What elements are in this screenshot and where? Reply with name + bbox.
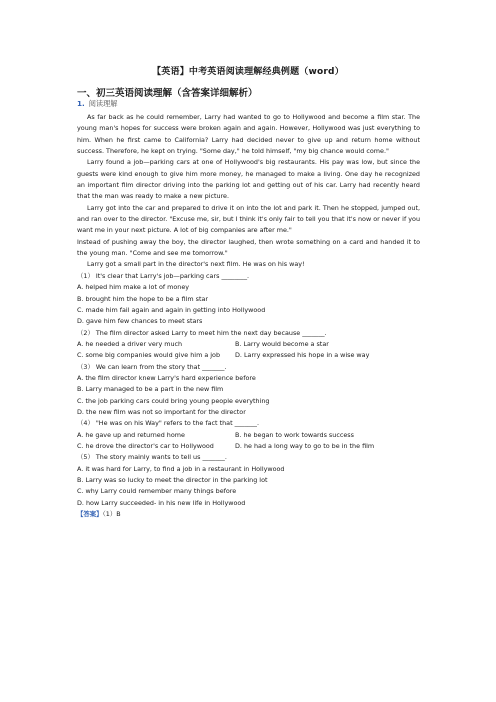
- option: D. he had a long way to go to be in the film: [235, 441, 375, 450]
- passage-paragraph: Larry found a job—parking cars at one of Hollywood's big restaurants. His pay was low, but since the guests were kind enough to give him more money, he managed to make a living. One day he recognized an important film director driving into the parking lot and getting out of his car. Larry had recently heard that the man was ready to make a new picture.: [77, 158, 420, 201]
- answer-label: 【答案】: [77, 510, 103, 519]
- question-text: We can learn from the story that _______.: [95, 362, 227, 371]
- option: D. Larry expressed his hope in a wise way: [235, 351, 370, 360]
- question-number: （2）: [77, 328, 94, 337]
- section-title: 一、初三英语阅读理解（含答案详细解析）: [77, 88, 258, 99]
- option: A. he gave up and returned home: [77, 430, 185, 439]
- question-stem: [77, 418, 420, 429]
- question-text: It's clear that Larry's job—parking cars ________.: [95, 271, 250, 280]
- option: C. the job parking cars could bring young people everything: [77, 396, 270, 405]
- question-text: The film director asked Larry to meet him the next day because _______.: [95, 328, 327, 337]
- option: D. how Larry succeeded- in his new life in Hollywood: [77, 498, 246, 507]
- subsection-label: 阅读理解: [88, 99, 118, 108]
- question-stem: [77, 362, 420, 373]
- option: C. some big companies would give him a job: [77, 351, 221, 360]
- question-text: "He was on his Way" refers to the fact that _______.: [95, 419, 260, 428]
- option-row: [77, 430, 420, 441]
- question-stem: [77, 271, 420, 282]
- question-text: The story mainly wants to tell us _______.: [95, 453, 227, 462]
- question-stem: [77, 452, 420, 463]
- option: D. the new film was not so important for the director: [77, 407, 246, 416]
- passage-paragraph: Larry got into the car and prepared to drive it on into the lot and park it. Then he stopped, jumped out, and ran over to the director. "Excuse me, sir, but I think it's only fair to tell you that it's now or never if you want me in your next picture. A lot of big companies are after me.": [77, 203, 420, 235]
- subsection-title: [77, 99, 118, 109]
- question-number: （1）: [77, 271, 94, 280]
- question-stem: [77, 328, 420, 339]
- passage-paragraph: Instead of pushing away the boy, the director laughed, then wrote something on a card and handed it to the young man. "Come and see me tomorrow.": [77, 237, 420, 258]
- question-number: （3）: [77, 362, 94, 371]
- option-row: [77, 350, 420, 361]
- option: A. the film director knew Larry's hard experience before: [77, 373, 256, 382]
- option: C. why Larry could remember many things before: [77, 487, 237, 496]
- question-4: [77, 418, 420, 452]
- option: C. made him fail again and again in getting into Hollywood: [77, 305, 266, 314]
- passage-paragraph: As far back as he could remember, Larry had wanted to go to Hollywood and become a film star. The young man's hopes for success were broken again and again. However, Hollywood was just everything to him. When he first came to California? Larry had decided never to give up and return home without success. Therefore, he kept on trying. "Some day," he told himself, "my big chance would come.": [77, 113, 420, 156]
- question-2: [77, 328, 420, 362]
- option-row: [77, 441, 420, 452]
- subsection-number: 1.: [77, 99, 85, 108]
- answer-line: [77, 509, 420, 520]
- option: B. Larry would become a star: [235, 339, 329, 348]
- option: B. brought him the hope to be a film star: [77, 294, 209, 303]
- question-5: [77, 452, 420, 509]
- option: A. helped him make a lot of money: [77, 283, 190, 292]
- answer-text: （1）B: [102, 510, 121, 519]
- question-1: [77, 271, 420, 328]
- option: A. it was hard for Larry, to find a job in a restaurant in Hollywood: [77, 464, 285, 473]
- option: B. he began to work towards success: [235, 430, 354, 439]
- question-number: （4）: [77, 419, 94, 428]
- option: C. he drove the director's car to Hollywood: [77, 441, 214, 450]
- option-row: [77, 339, 420, 350]
- passage-paragraph: Larry got a small part in the director's next film. He was on his way!: [87, 260, 305, 269]
- option: B. Larry was so lucky to meet the director in the parking lot: [77, 476, 268, 484]
- option: A. he needed a driver very much: [77, 339, 183, 348]
- question-3: [77, 362, 420, 419]
- question-number: （5）: [77, 453, 94, 462]
- option: D. gave him few chances to meet stars: [77, 317, 203, 326]
- option: B. Larry managed to be a part in the new film: [77, 385, 224, 394]
- reading-body: [77, 112, 420, 520]
- document-title: 【英语】中考英语阅读理解经典例题（word）: [152, 67, 344, 77]
